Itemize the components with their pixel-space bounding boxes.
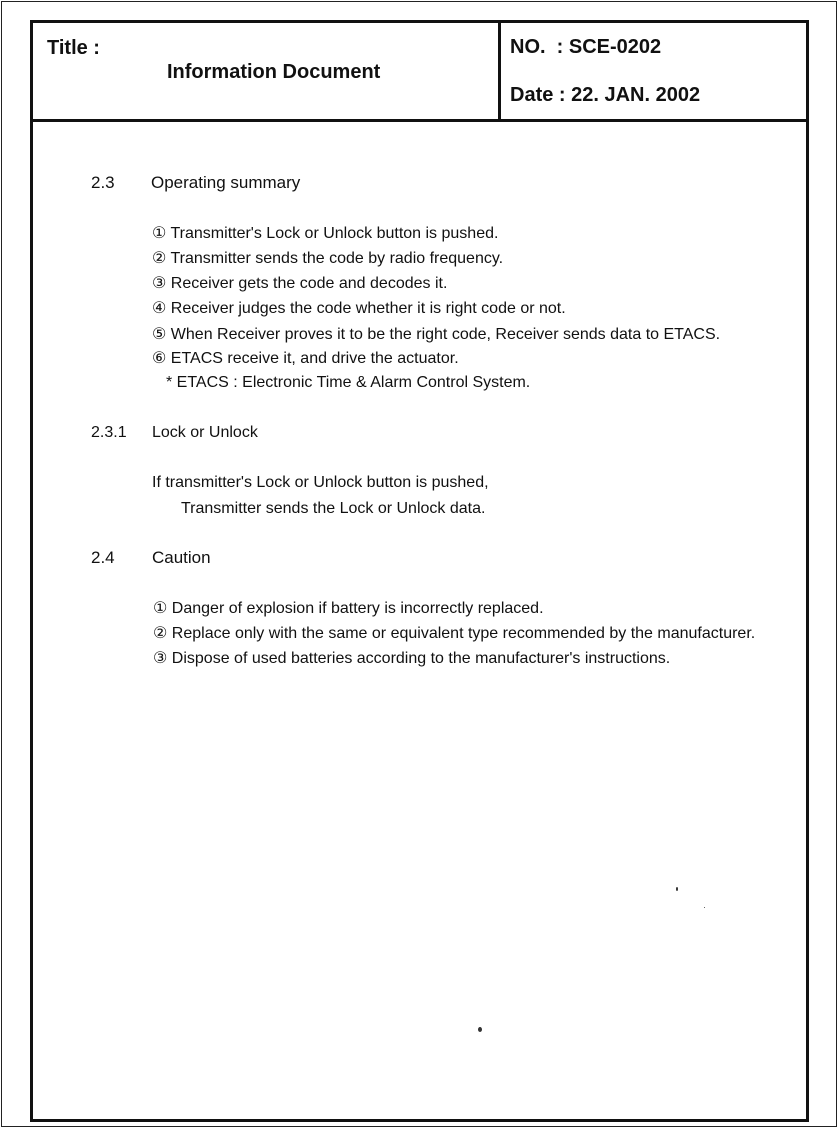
- header-title-cell: [33, 23, 501, 119]
- section-number-2-4: 2.4: [91, 548, 115, 567]
- operating-step-5: ⑤ When Receiver proves it to be the right code, Receiver sends data to ETACS.: [152, 326, 721, 343]
- operating-step-3: ③ Receiver gets the code and decodes it.: [152, 275, 448, 292]
- scan-speck: [676, 887, 678, 891]
- caution-item-1: ① Danger of explosion if battery is incorrectly replaced.: [153, 600, 544, 617]
- document-number: NO. : SCE-0202: [510, 36, 662, 58]
- etacs-footnote: * ETACS : Electronic Time & Alarm Control System.: [166, 374, 531, 391]
- lock-unlock-line-2: Transmitter sends the Lock or Unlock data.: [181, 500, 486, 517]
- document-date: Date : 22. JAN. 2002: [510, 84, 701, 106]
- section-number-2-3-1: 2.3.1: [91, 424, 127, 441]
- operating-step-2: ② Transmitter sends the code by radio frequency.: [152, 250, 504, 267]
- document-title: Information Document: [167, 61, 381, 83]
- title-label: Title :: [47, 37, 100, 59]
- scan-speck: [478, 1027, 482, 1032]
- caution-item-3: ③ Dispose of used batteries according to the manufacturer's instructions.: [153, 650, 671, 667]
- document-frame: [30, 20, 809, 1122]
- section-title-lock-or-unlock: Lock or Unlock: [152, 424, 258, 441]
- section-title-caution: Caution: [152, 548, 211, 567]
- operating-step-1: ① Transmitter's Lock or Unlock button is pushed.: [152, 225, 499, 242]
- lock-unlock-line-1: If transmitter's Lock or Unlock button is pushed,: [152, 474, 489, 491]
- section-number-2-3: 2.3: [91, 173, 115, 192]
- operating-step-6: ⑥ ETACS receive it, and drive the actuator.: [152, 350, 459, 367]
- caution-item-2: ② Replace only with the same or equivalent type recommended by the manufacturer.: [153, 625, 756, 642]
- operating-step-4: ④ Receiver judges the code whether it is right code or not.: [152, 300, 566, 317]
- section-title-operating-summary: Operating summary: [151, 173, 301, 192]
- document-header: [33, 23, 806, 122]
- scan-speck: [704, 907, 705, 908]
